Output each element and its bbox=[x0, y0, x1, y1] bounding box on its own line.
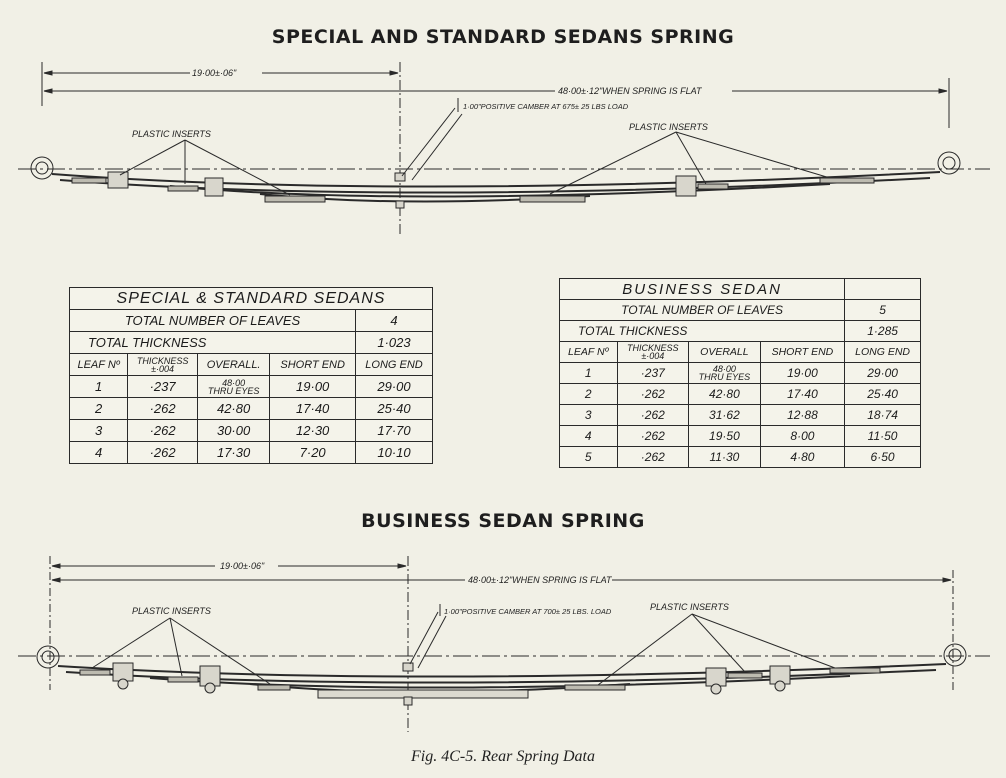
leaf-no: 5 bbox=[560, 447, 618, 468]
table-row bbox=[560, 405, 921, 426]
table-left-header-thickness-label: THICKNESS bbox=[136, 355, 189, 366]
top-short-dim-text: 19·00±·06" bbox=[192, 68, 237, 78]
bottom-insert-2 bbox=[168, 677, 198, 682]
top-clip-1 bbox=[108, 172, 128, 188]
overall: 19·50 bbox=[689, 426, 761, 447]
figure-caption: Fig. 4C-5. Rear Spring Data bbox=[411, 748, 595, 765]
long-end: 11·50 bbox=[845, 426, 921, 447]
overall: 17·30 bbox=[197, 442, 269, 464]
bottom-spring-title: BUSINESS SEDAN SPRING bbox=[361, 510, 645, 532]
overall-note: THRU EYES bbox=[698, 372, 751, 382]
thickness: ·237 bbox=[617, 363, 689, 384]
overall: 31·62 bbox=[689, 405, 761, 426]
top-insert-5 bbox=[698, 184, 728, 189]
top-clip-2 bbox=[205, 178, 223, 196]
table-right-header-long: LONG END bbox=[845, 342, 921, 363]
bottom-clip-1 bbox=[113, 663, 133, 681]
table-right-header-thickness-label: THICKNESS bbox=[627, 343, 679, 353]
bottom-inserts-right-label: PLASTIC INSERTS bbox=[650, 602, 729, 612]
top-insert-1 bbox=[72, 178, 106, 183]
bottom-camber-text: 1·00"POSITIVE CAMBER AT 700± 25 LBS. LOAD bbox=[444, 607, 612, 616]
leaf-no: 2 bbox=[70, 398, 128, 420]
table-row bbox=[560, 426, 921, 447]
special-standard-sedans-table bbox=[69, 287, 433, 464]
bottom-leaf-5 bbox=[318, 690, 528, 698]
top-insert-2 bbox=[168, 186, 198, 191]
leaf-no: 1 bbox=[70, 376, 128, 398]
leaf-no: 1 bbox=[560, 363, 618, 384]
table-left-header-long: LONG END bbox=[356, 354, 433, 376]
leaf-no: 4 bbox=[560, 426, 618, 447]
leaf-no: 3 bbox=[70, 420, 128, 442]
thickness: ·237 bbox=[128, 376, 198, 398]
long-end: 25·40 bbox=[356, 398, 433, 420]
bottom-insert-1 bbox=[80, 670, 110, 675]
long-end: 29·00 bbox=[356, 376, 433, 398]
table-left-thickness-label: TOTAL THICKNESS bbox=[70, 332, 356, 354]
thickness: ·262 bbox=[128, 420, 198, 442]
top-spring-title: SPECIAL AND STANDARD SEDANS SPRING bbox=[271, 26, 735, 48]
table-right-header-leaf: LEAF Nº bbox=[560, 342, 618, 363]
top-camber-leader bbox=[402, 108, 455, 176]
table-right-header-tolerance: ±·004 bbox=[641, 351, 665, 361]
thickness: ·262 bbox=[128, 398, 198, 420]
bottom-insert-5 bbox=[728, 673, 762, 678]
long-end: 17·70 bbox=[356, 420, 433, 442]
table-left-leaves-label: TOTAL NUMBER OF LEAVES bbox=[70, 310, 356, 332]
top-insert-4 bbox=[520, 196, 585, 202]
top-camber-text: 1·00"POSITIVE CAMBER AT 675± 25 LBS LOAD bbox=[463, 102, 629, 111]
long-end: 25·40 bbox=[845, 384, 921, 405]
business-sedan-table bbox=[559, 278, 921, 468]
bottom-overall-dim-text: 48·00±·12"WHEN SPRING IS FLAT bbox=[468, 575, 612, 585]
table-left-title: SPECIAL & STANDARD SEDANS bbox=[70, 288, 433, 310]
bottom-center-bolt bbox=[403, 663, 413, 671]
bottom-insert-6 bbox=[830, 668, 880, 673]
bottom-clip-3 bbox=[706, 668, 726, 686]
leaf-no: 4 bbox=[70, 442, 128, 464]
long-end: 29·00 bbox=[845, 363, 921, 384]
table-row bbox=[70, 420, 433, 442]
bottom-short-dim-text: 19·00±·06" bbox=[220, 561, 265, 571]
leaf-no: 3 bbox=[560, 405, 618, 426]
thickness: ·262 bbox=[617, 426, 689, 447]
overall-note: THRU EYES bbox=[207, 385, 260, 396]
table-right-header-thickness bbox=[617, 342, 689, 363]
table-left-thickness-value: 1·023 bbox=[356, 332, 433, 354]
short-end: 12·30 bbox=[270, 420, 356, 442]
long-end: 10·10 bbox=[356, 442, 433, 464]
table-right-thickness-label: TOTAL THICKNESS bbox=[560, 321, 845, 342]
table-left-header-overall: OVERALL. bbox=[197, 354, 269, 376]
bottom-insert-4 bbox=[565, 685, 625, 690]
short-end: 8·00 bbox=[760, 426, 844, 447]
short-end: 19·00 bbox=[270, 376, 356, 398]
bottom-spring-drawing bbox=[0, 545, 1006, 745]
table-row bbox=[70, 376, 433, 398]
overall: 11·30 bbox=[689, 447, 761, 468]
overall-value: 48·00 bbox=[222, 377, 246, 388]
table-left-header-leaf: LEAF Nº bbox=[70, 354, 128, 376]
table-row bbox=[70, 442, 433, 464]
overall: 42·80 bbox=[197, 398, 269, 420]
thickness: ·262 bbox=[128, 442, 198, 464]
short-end: 7·20 bbox=[270, 442, 356, 464]
top-insert-6 bbox=[820, 178, 874, 183]
table-left-header-thickness bbox=[128, 354, 198, 376]
overall-value: 48·00 bbox=[712, 364, 736, 374]
table-right-thickness-value: 1·285 bbox=[845, 321, 921, 342]
table-right-title: BUSINESS SEDAN bbox=[560, 279, 845, 300]
thickness: ·262 bbox=[617, 384, 689, 405]
overall: 30·00 bbox=[197, 420, 269, 442]
short-end: 4·80 bbox=[760, 447, 844, 468]
top-overall-dim-text: 48·00±·12"WHEN SPRING IS FLAT bbox=[558, 86, 702, 96]
top-right-eye bbox=[938, 152, 960, 174]
table-row bbox=[560, 363, 921, 384]
bottom-left-eye bbox=[37, 646, 59, 668]
table-row bbox=[560, 384, 921, 405]
thickness: ·262 bbox=[617, 405, 689, 426]
top-inserts-right-label: PLASTIC INSERTS bbox=[629, 122, 708, 132]
table-right-header-overall: OVERALL bbox=[689, 342, 761, 363]
table-right-leaves-value: 5 bbox=[845, 300, 921, 321]
table-right-header-short: SHORT END bbox=[760, 342, 844, 363]
bottom-right-eye bbox=[944, 644, 966, 666]
table-left-header-tolerance: ±·004 bbox=[151, 363, 175, 374]
short-end: 17·40 bbox=[760, 384, 844, 405]
table-right-title-blank bbox=[845, 279, 921, 300]
short-end: 19·00 bbox=[760, 363, 844, 384]
top-left-eye bbox=[31, 157, 53, 179]
table-right-leaves-label: TOTAL NUMBER OF LEAVES bbox=[560, 300, 845, 321]
table-row bbox=[560, 447, 921, 468]
long-end: 18·74 bbox=[845, 405, 921, 426]
table-row bbox=[70, 398, 433, 420]
top-insert-3 bbox=[265, 196, 325, 202]
bottom-insert-3 bbox=[258, 685, 290, 690]
table-left-leaves-value: 4 bbox=[356, 310, 433, 332]
top-spring-drawing bbox=[0, 50, 1006, 250]
overall: 42·80 bbox=[689, 384, 761, 405]
bottom-inserts-left-label: PLASTIC INSERTS bbox=[132, 606, 211, 616]
short-end: 17·40 bbox=[270, 398, 356, 420]
overall bbox=[197, 376, 269, 398]
table-left-header-short: SHORT END bbox=[270, 354, 356, 376]
top-clip-3 bbox=[676, 176, 696, 196]
top-inserts-left-label: PLASTIC INSERTS bbox=[132, 129, 211, 139]
long-end: 6·50 bbox=[845, 447, 921, 468]
thickness: ·262 bbox=[617, 447, 689, 468]
short-end: 12·88 bbox=[760, 405, 844, 426]
leaf-no: 2 bbox=[560, 384, 618, 405]
overall bbox=[689, 363, 761, 384]
